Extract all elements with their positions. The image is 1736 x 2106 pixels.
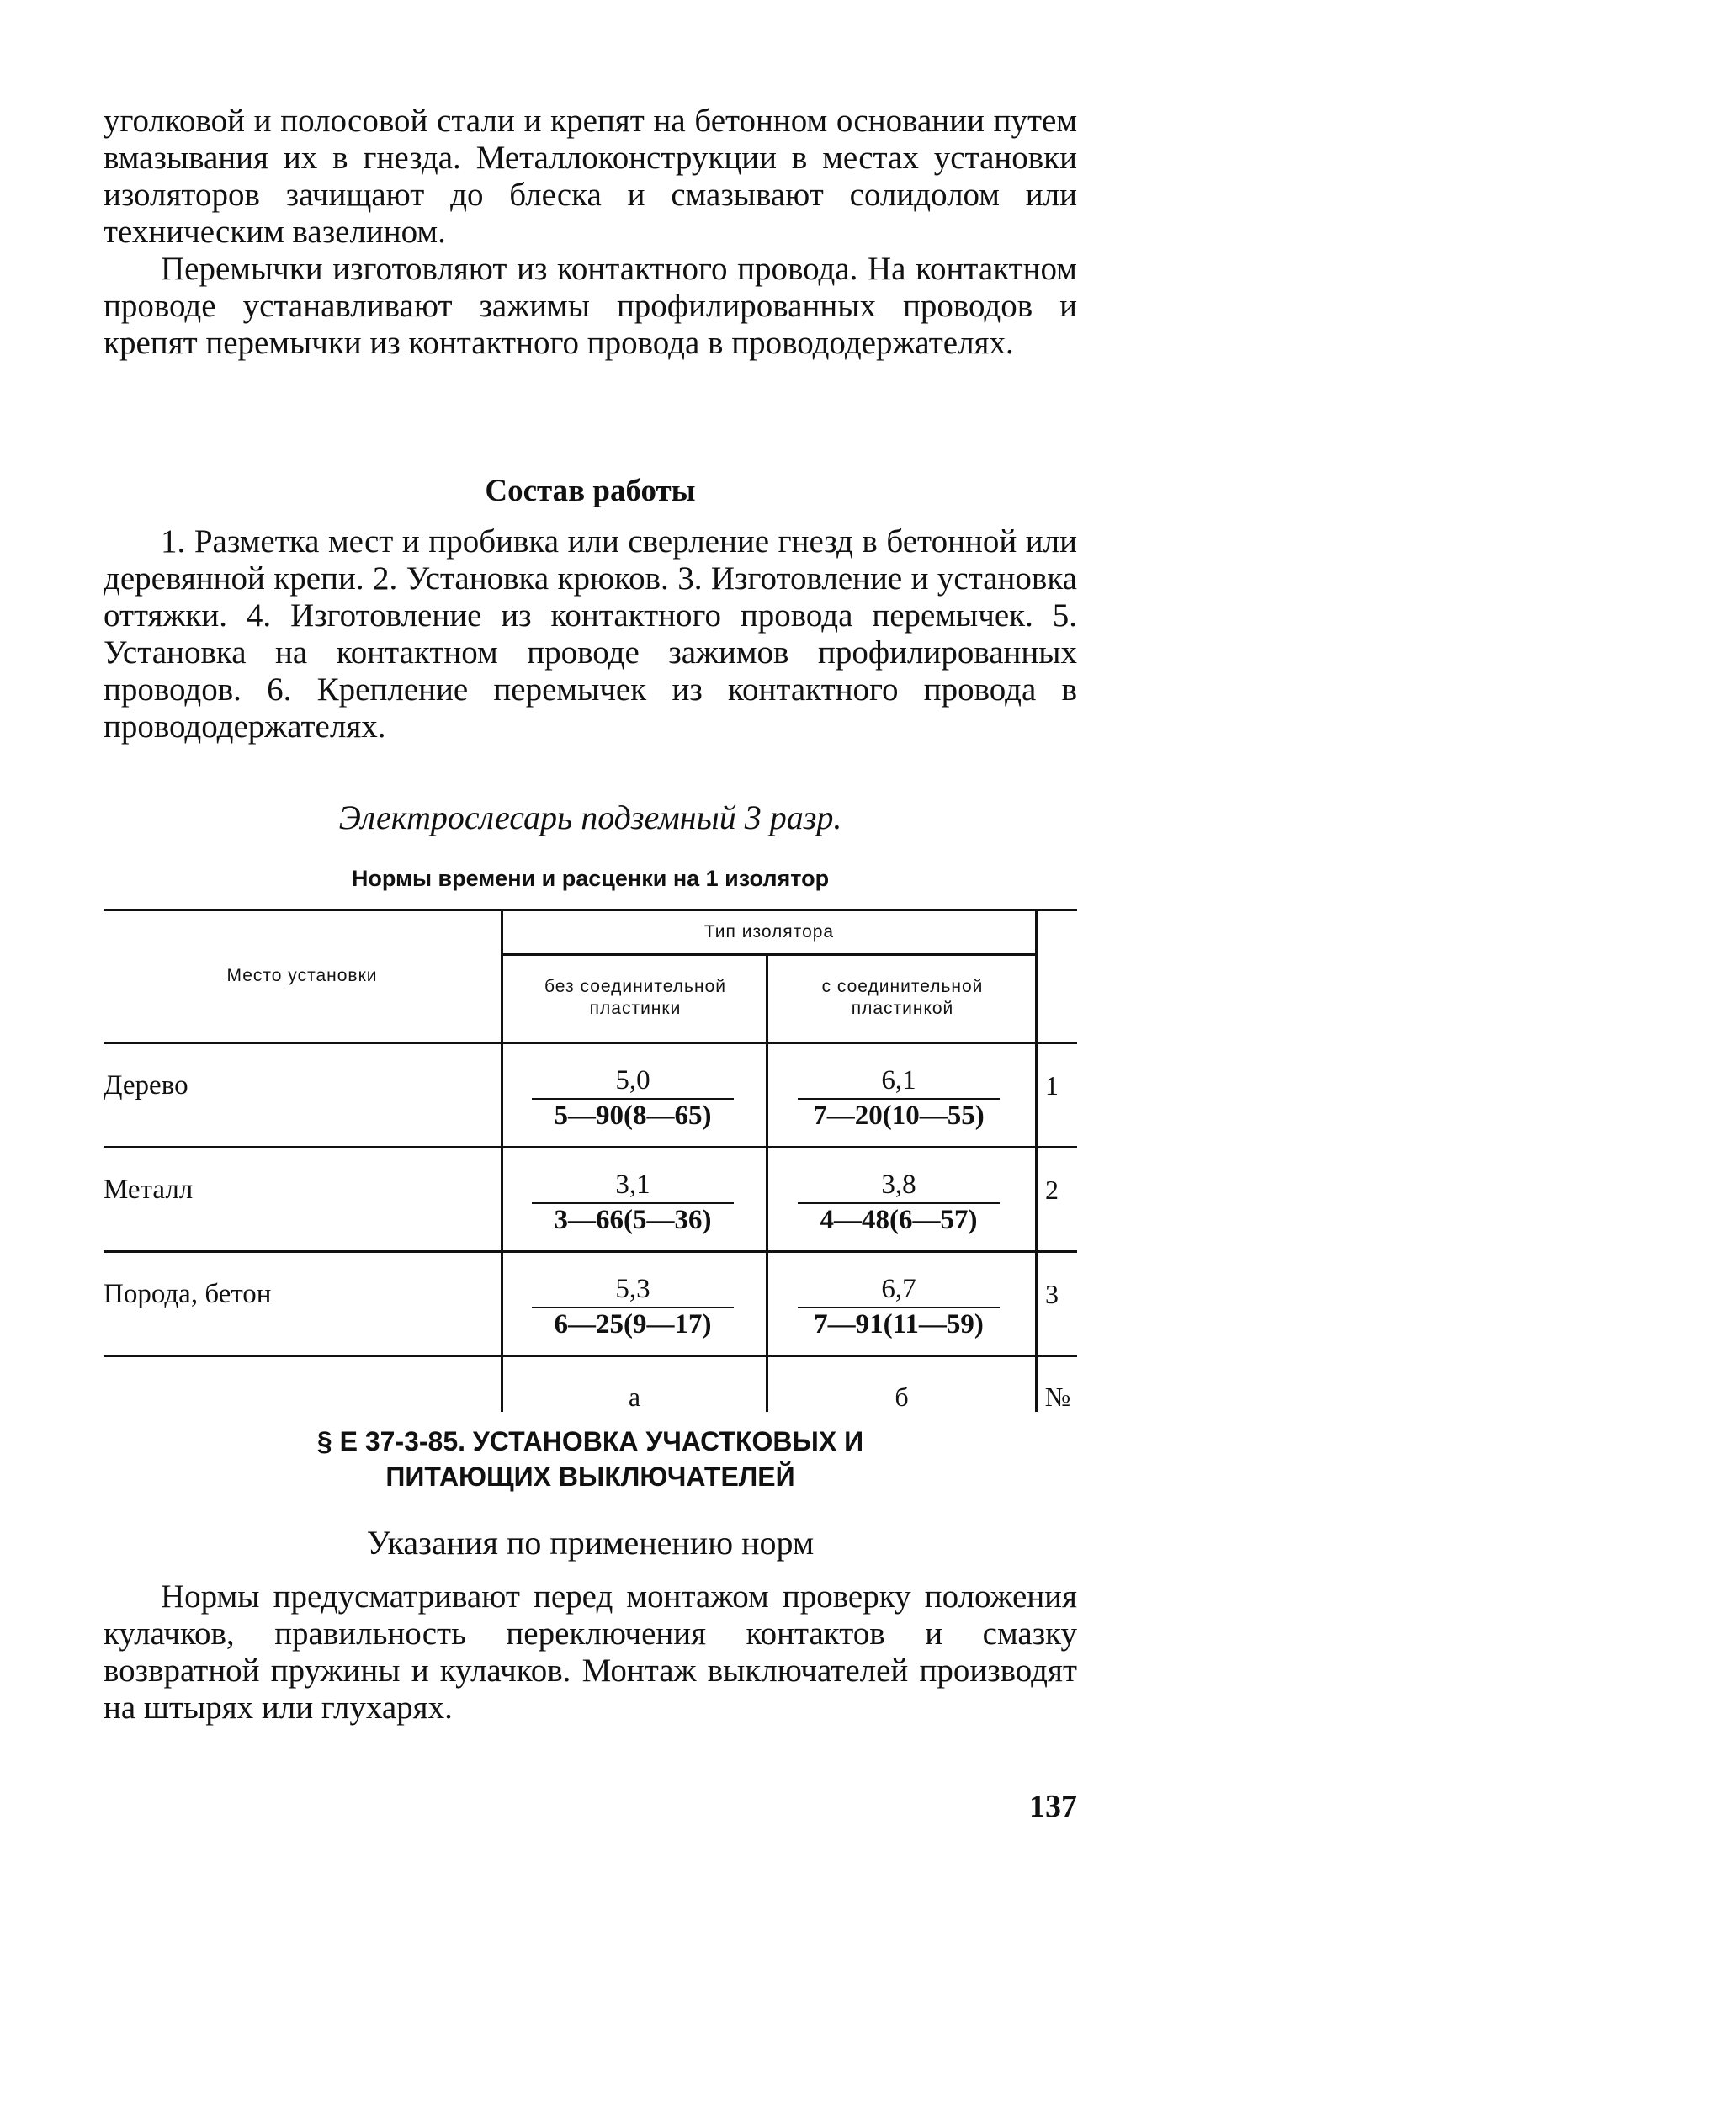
row-1-col-b-norm: 6,1	[798, 1064, 1000, 1100]
row-3-col-a-rate: 6—25(9—17)	[554, 1309, 712, 1339]
row-1-col-a	[532, 1064, 734, 1132]
row-2-col-a-rate: 3—66(5—36)	[554, 1205, 712, 1235]
row-2-col-a-norm: 3,1	[532, 1169, 734, 1204]
subsection-title: Указания по применению норм	[366, 1524, 815, 1562]
row-3-col-b	[798, 1273, 1000, 1340]
header-col-b: с соединительной пластинкой	[821, 977, 984, 1018]
row-1-place: Дерево	[104, 1070, 188, 1101]
final-paragraph: Нормы предусматривают перед монтажом проверку положения кулачков, правильность переключения контактов и смазку возвратной пружины и кулачков. Монтаж выключателей производят на штырях или глухарях.	[104, 1578, 1077, 1726]
final-text	[104, 1578, 1077, 1727]
work-section-title: Состав работы	[485, 474, 696, 508]
row-2-number: 2	[1045, 1175, 1059, 1205]
row-1-col-b-rate: 7—20(10—55)	[813, 1101, 985, 1131]
header-insulator-type: Тип изолятора	[703, 922, 835, 942]
work-section-text: 1. Разметка мест и пробивка или сверление гнезд в бетонной или деревянной крепи. 2. Установка крюков. 3. Изготовление и установка оттяжки. 4. Изготовление из контактного провода перемычек. 5. Установка на контактном проводе зажимов профилированных проводов. 6. Крепление перемычек из контактного провода в провододержателях.	[104, 523, 1077, 745]
row-2-col-b-rate: 4—48(6—57)	[820, 1205, 978, 1235]
row-2-col-b-norm: 3,8	[798, 1169, 1000, 1204]
row-3-col-b-norm: 6,7	[798, 1273, 1000, 1308]
table-title: Нормы времени и расценки на 1 изолятор	[351, 866, 830, 891]
col-key-a: а	[628, 1382, 641, 1412]
row-2-place: Металл	[104, 1175, 194, 1205]
row-3-col-a	[532, 1273, 734, 1340]
row-2-col-a	[532, 1169, 734, 1236]
table-row-rule-2	[104, 1250, 1077, 1253]
table-type-rule	[502, 953, 1037, 956]
table-bottom-rule	[104, 1355, 1077, 1357]
intro-paragraph-2: Перемычки изготовляют из контактного провода. На контактном проводе устанавливают зажимы профилированных проводов и крепят перемычки из контактного провода в провододержателях.	[104, 251, 1077, 361]
row-3-number: 3	[1045, 1279, 1059, 1309]
row-2-col-b	[798, 1169, 1000, 1236]
worker-grade: Электрослесарь подземный 3 разр.	[338, 798, 842, 836]
work-section-body	[104, 523, 1077, 745]
col-key-b: б	[895, 1382, 909, 1412]
row-1-col-a-rate: 5—90(8—65)	[554, 1101, 712, 1131]
row-1-number: 1	[1045, 1070, 1059, 1101]
section-header: § Е 37-3-85. УСТАНОВКА УЧАСТКОВЫХ И ПИТАЮЩИХ ВЫКЛЮЧАТЕЛЕЙ	[316, 1426, 864, 1492]
row-1-col-b	[798, 1064, 1000, 1132]
table-header-rule	[104, 1042, 1077, 1044]
row-1-col-a-norm: 5,0	[532, 1064, 734, 1100]
row-3-place: Порода, бетон	[104, 1279, 272, 1309]
table-row-rule-1	[104, 1146, 1077, 1148]
table-top-rule	[104, 909, 1077, 911]
row-3-col-a-norm: 5,3	[532, 1273, 734, 1308]
page-number: 137	[1029, 1789, 1077, 1824]
table-vrule-1	[501, 909, 503, 1412]
table-vrule-2	[766, 955, 768, 1412]
intro-paragraph-1: уголковой и полосовой стали и крепят на бетонном основании путем вмазывания их в гнезда. Металлоконструкции в местах установки изоляторов зачищают до блеска и смазывают солидолом или техническим вазелином.	[104, 103, 1077, 250]
col-key-number: №	[1044, 1382, 1071, 1412]
header-place: Место установки	[226, 966, 378, 985]
table-vrule-3	[1035, 909, 1038, 1412]
intro-text	[104, 103, 1077, 362]
row-3-col-b-rate: 7—91(11—59)	[814, 1309, 984, 1339]
header-col-a: без соединительной пластинки	[544, 977, 726, 1018]
